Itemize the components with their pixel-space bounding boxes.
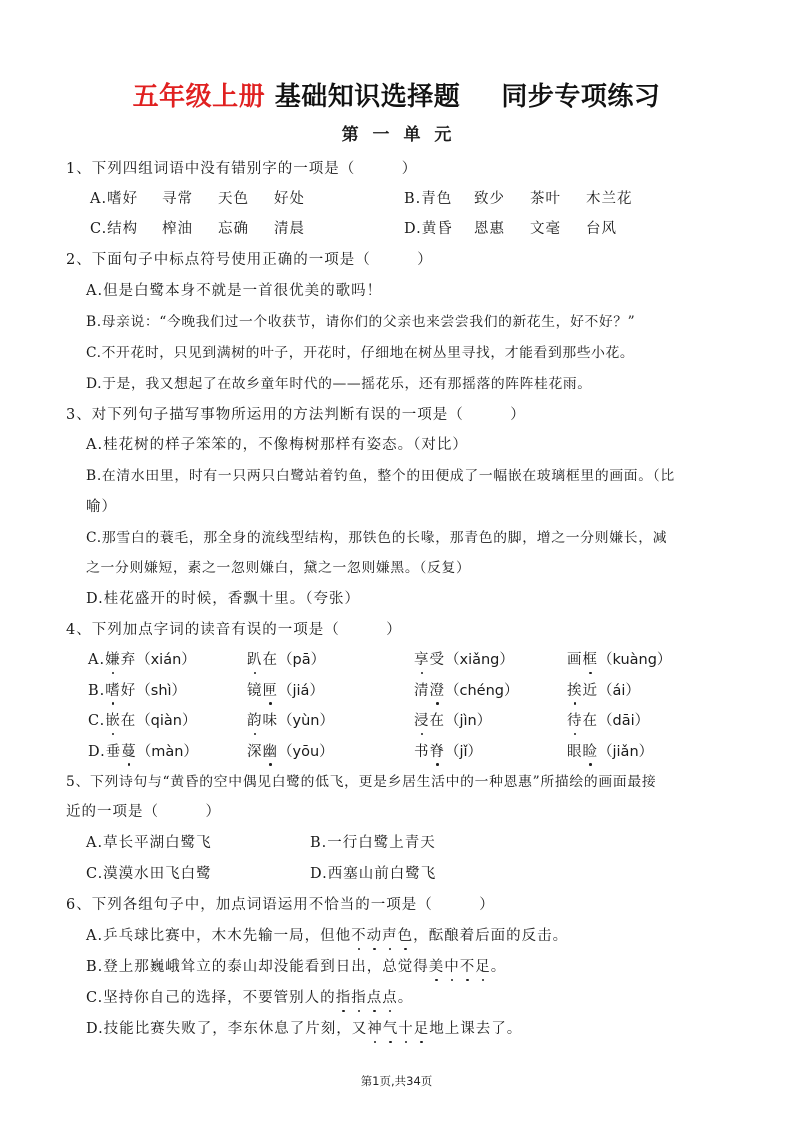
unit-heading: 第 一 单 元 [341, 125, 452, 145]
q1-option-c-3: 忘确 [218, 221, 249, 237]
q3-option-c-line1: C.那雪白的蓑毛，那全身的流线型结构，那铁色的长喙，那青色的脚，增之一分则嫌长，减 [86, 530, 668, 546]
title-grade: 五年级上册 [132, 82, 266, 112]
q2-option-c: C.不开花时，只见到满树的叶子，开花时，仔细地在树丛里寻找，才能看到那些小花。 [86, 345, 635, 361]
q4-item: 眼睑（jiǎn） [567, 740, 653, 761]
q4-item: B.嗜好（shì） [88, 679, 186, 700]
q4-item: 韵味（yùn） [247, 709, 334, 730]
q5-option-a: A.草长平湖白鹭飞 [86, 835, 212, 851]
q5-option-d: D.西塞山前白鹭飞 [310, 866, 437, 882]
q5-option-c: C.漠漠水田飞白鹭 [86, 866, 212, 882]
q3-option-b-line2: 喻） [86, 499, 117, 515]
dotted-phrase: 指指点点 [336, 990, 398, 1006]
q2-option-a: A.但是白鹭本身不就是一首很优美的歌吗！ [86, 283, 383, 299]
q4-item: D.垂蔓（màn） [88, 740, 198, 761]
question-5-stem-line1: 5、下列诗句与“黄昏的空中偶见白鹭的低飞，更是乡居生活中的一种恩惠”所描绘的画面最接 [66, 774, 657, 790]
q1-option-d-4: 台风 [586, 221, 617, 237]
q4-item: A.嫌弃（xián） [88, 648, 196, 669]
q3-option-d: D.桂花盛开的时候，香飘十里。（夸张） [86, 591, 360, 607]
q1-option-d-2: 恩惠 [474, 221, 505, 237]
q1-option-b-1: B.青色 [404, 191, 453, 207]
page-indicator: 第1页,共34页 [360, 1074, 433, 1088]
question-5-stem-line2: 近的一项是（ ） [66, 804, 221, 820]
q4-item: 镜匣（jiá） [247, 679, 324, 700]
q4-item: 书脊（jǐ） [414, 740, 482, 761]
q6-option-c: C.坚持你自己的选择，不要管别人的指指点点。 [86, 986, 413, 1007]
q1-option-b-4: 木兰花 [586, 191, 633, 207]
q1-option-b-2: 致少 [474, 191, 505, 207]
q6-option-d: D.技能比赛失败了，李东休息了片刻，又神气十足地上课去了。 [86, 1017, 522, 1038]
q2-option-d: D.于是，我又想起了在故乡童年时代的——摇花乐，还有那摇落的阵阵桂花雨。 [86, 376, 592, 392]
q4-item: 浸在（jìn） [414, 709, 491, 730]
question-3-stem: 3、对下列句子描写事物所运用的方法判断有误的一项是（ ） [66, 407, 526, 423]
q1-option-a-3: 天色 [218, 191, 249, 207]
question-4-stem: 4、下列加点字词的读音有误的一项是（ ） [66, 622, 402, 638]
dotted-phrase: 美中不足 [429, 959, 491, 975]
question-6-stem: 6、下列各组句子中，加点词语运用不恰当的一项是（ ） [66, 897, 495, 913]
q1-option-b-3: 茶叶 [530, 191, 561, 207]
q1-option-d-1: D.黄昏 [404, 221, 453, 237]
q1-option-c-4: 清晨 [274, 221, 305, 237]
q4-item: 挨近（ái） [567, 679, 640, 700]
q1-option-c-1: C.结构 [90, 221, 139, 237]
q3-option-b-line1: B.在清水田里，时有一只两只白鹭站着钓鱼，整个的田便成了一幅嵌在玻璃框里的画面。（比 [86, 468, 675, 484]
q4-item: 画框（kuàng） [567, 648, 671, 669]
q3-option-a: A.桂花树的样子笨笨的，不像梅树那样有姿态。（对比） [86, 437, 468, 453]
page-title [0, 76, 793, 113]
q1-option-a-4: 好处 [274, 191, 305, 207]
q4-item: 趴在（pā） [247, 648, 325, 669]
q1-option-c-2: 榨油 [162, 221, 193, 237]
q2-option-b: B.母亲说：“今晚我们过一个收获节，请你们的父亲也来尝尝我们的新花生，好不好？” [86, 314, 636, 330]
q1-option-a-2: 寻常 [162, 191, 193, 207]
dotted-phrase: 神气十足 [367, 1021, 429, 1037]
q1-option-a-1: A.嗜好 [90, 191, 139, 207]
q4-item: 享受（xiǎng） [414, 648, 514, 669]
q3-option-c-line2: 之一分则嫌短，素之一忽则嫌白，黛之一忽则嫌黑。（反复） [86, 560, 471, 576]
q4-item: 深幽（yōu） [247, 740, 334, 761]
question-2-stem: 2、下面句子中标点符号使用正确的一项是（ ） [66, 252, 433, 268]
dotted-phrase: 不动声色 [351, 928, 413, 944]
q4-item: 清澄（chéng） [414, 679, 518, 700]
q5-option-b: B.一行白鹭上青天 [310, 835, 436, 851]
q6-option-b: B.登上那巍峨耸立的泰山却没能看到日出，总觉得美中不足。 [86, 955, 506, 976]
q6-option-a: A.乒乓球比赛中，木木先输一局，但他不动声色，酝酿着后面的反击。 [86, 924, 568, 945]
question-1-stem: 1、下列四组词语中没有错别字的一项是（ ） [66, 161, 418, 177]
q1-option-d-3: 文毫 [530, 221, 561, 237]
title-subtitle: 同步专项练习 [501, 82, 661, 112]
title-topic: 基础知识选择题 [274, 82, 461, 112]
q4-item: 待在（dāi） [567, 709, 649, 730]
q4-item: C.嵌在（qiàn） [88, 709, 197, 730]
